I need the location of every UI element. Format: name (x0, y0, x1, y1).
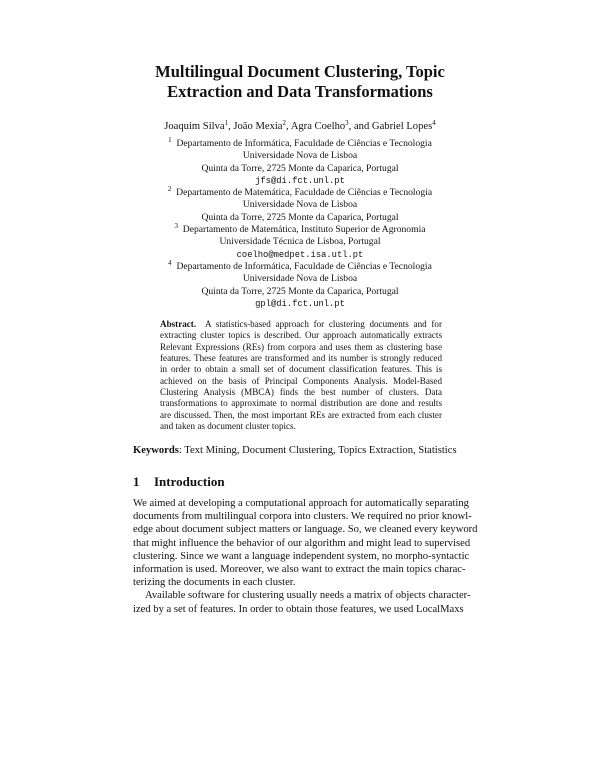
affiliation-mark: 4 (168, 258, 172, 267)
author-name: Agra Coelho (290, 121, 346, 132)
abstract (160, 319, 442, 432)
affiliation-line (0, 258, 600, 273)
body-line: ized by a set of features. In order to obtain those features, we used LocalMaxs (133, 603, 464, 615)
body-line: documents from multilingual corpora into clusters. We required no prior knowl- (133, 511, 472, 523)
affiliation-email[interactable]: coelho@medpet.isa.utl.pt (236, 249, 364, 260)
author-name: João Mexia (233, 121, 283, 132)
affiliation-mark: 1 (168, 136, 172, 144)
body-line: We aimed at developing a computational approach for automatically separating (133, 498, 469, 509)
affiliation-line: Universidade Nova de Lisboa (242, 273, 358, 285)
affiliation-line: Quinta da Torre, 2725 Monte da Caparica, Portugal (201, 285, 399, 297)
affiliation-email[interactable]: gpl@di.fct.unl.pt (255, 298, 345, 309)
affiliation-department: Departamento de Informática, Faculdade de Ciências e Tecnologia (176, 260, 432, 272)
affiliation-line: Quinta da Torre, 2725 Monte da Caparica, Portugal (201, 162, 399, 174)
author-separator: , (228, 121, 234, 132)
affiliation-line (0, 224, 600, 236)
body-line: edge about document subject matters or language. So, we cleaned every keyword (133, 524, 478, 536)
body-line: terizing the documents in each cluster. (133, 577, 296, 589)
affiliation-department: Departamento de Matemática, Faculdade de Ciências e Tecnologia (176, 187, 433, 199)
section-number: 1 (133, 474, 140, 489)
author-mark: 2 (282, 119, 287, 127)
author-name: Gabriel Lopes (371, 121, 433, 132)
keywords-text: : Text Mining, Document Clustering, Topics Extraction, Statistics (178, 445, 457, 456)
author-mark: 3 (345, 119, 349, 127)
affiliation-line: Universidade Nova de Lisboa (242, 150, 358, 162)
title-line-1: Multilingual Document Clustering, Topic (155, 62, 445, 81)
affiliation-mark: 2 (167, 185, 172, 194)
author-list (0, 120, 600, 133)
title-line-2: Extraction and Data Transformations (167, 82, 433, 101)
keywords-label: Keywords (133, 445, 179, 456)
affiliation-line: Universidade Técnica de Lisboa, Portugal (219, 236, 381, 248)
author-name: Joaquim Silva (164, 121, 225, 132)
affiliation-mark: 3 (174, 222, 178, 231)
affiliation-line (0, 187, 600, 199)
section-title: Introduction (154, 474, 225, 489)
author-separator: , (286, 121, 291, 132)
paper-title (0, 62, 600, 102)
abstract-text: A statistics-based approach for clustering documents and for extracting cluster topics is described. Our approach automatically extracts Relevant Expressions (REs) from corpora and uses them as clustering base features. These features are transformed and its number is strongly reduced in order to obtain a small set of document classification features. This is achieved on the basis of Principal Components Analysis. Model-Based Clustering Analysis (MBCA) finds the best number of clusters. Data transformations to approximate to normal distribution are done and results are discussed. Then, the most important REs are extracted from each cluster and taken as document cluster topics. (160, 319, 442, 432)
body-line: that might influence the behavior of our algorithm and might lead to supervised (133, 537, 471, 549)
affiliation-line: Quinta da Torre, 2725 Monte da Caparica, Portugal (201, 211, 399, 223)
author-separator: , and (348, 121, 372, 132)
affiliation-department: Departamento de Matemática, Instituto Superior de Agronomia (182, 224, 426, 236)
affiliations (0, 138, 600, 310)
author-mark: 1 (224, 119, 229, 127)
affiliation-department: Departamento de Informática, Faculdade de Ciências e Tecnologia (176, 138, 432, 149)
keywords (133, 444, 473, 457)
body-line: information is used. Moreover, we also want to extract the main topics charac- (133, 563, 466, 575)
affiliation-line: Universidade Nova de Lisboa (242, 199, 358, 211)
affiliation-email[interactable]: jfs@di.fct.unl.pt (255, 175, 345, 186)
author-mark: 4 (432, 119, 436, 127)
body-line: Available software for clustering usually needs a matrix of objects character- (145, 590, 471, 602)
section-heading (133, 474, 225, 490)
abstract-label: Abstract. (160, 319, 197, 329)
body-text (133, 497, 478, 616)
body-line: clustering. Since we want a language independent system, no morpho-syntactic (133, 550, 470, 562)
affiliation-line (0, 138, 600, 150)
